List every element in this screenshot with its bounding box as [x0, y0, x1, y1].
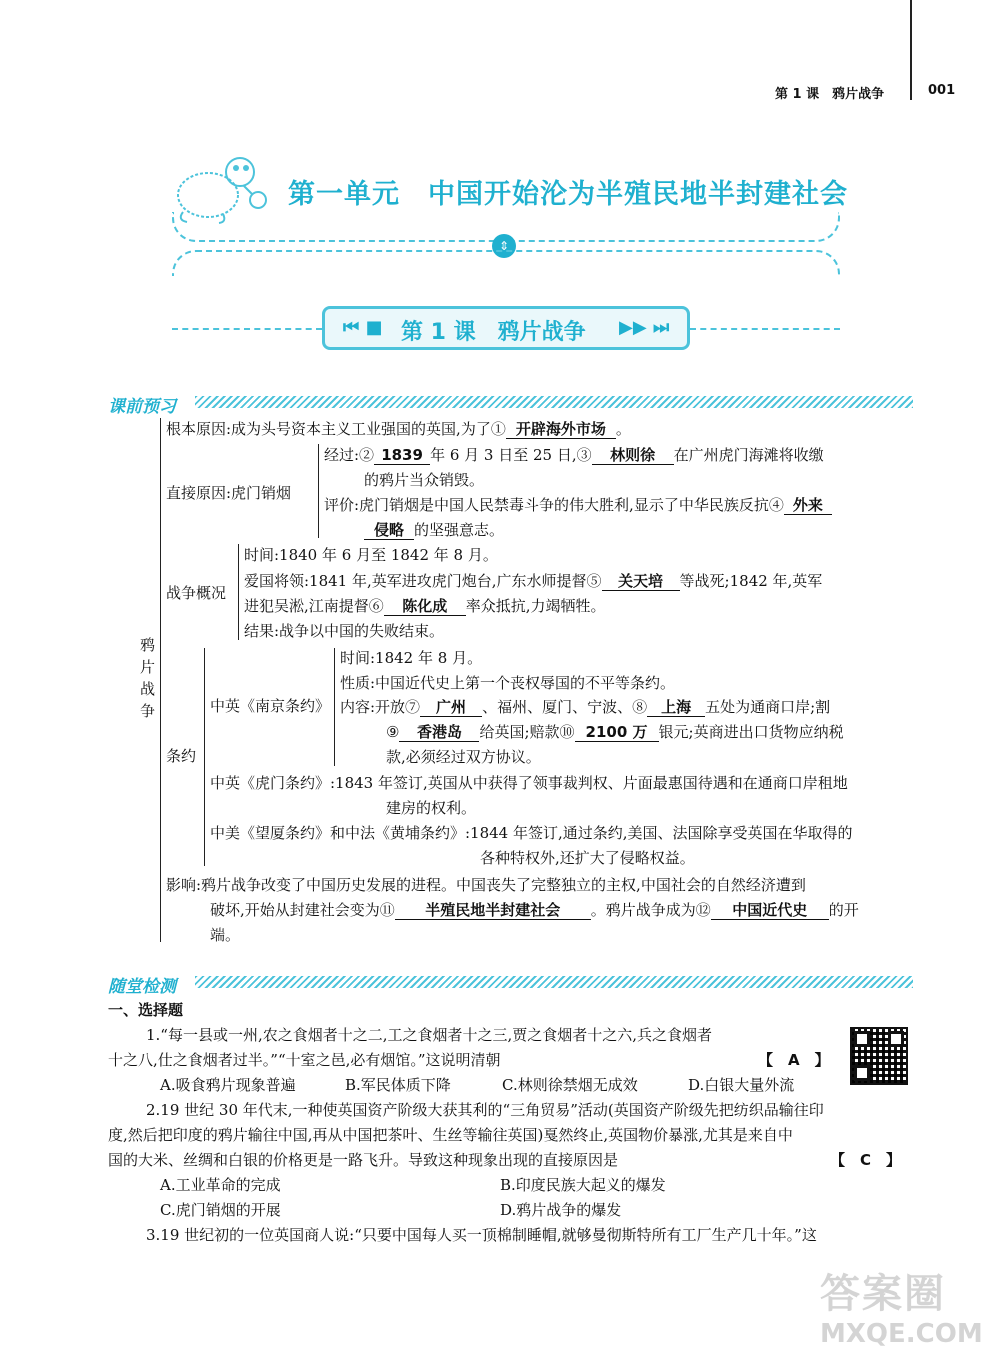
- impact-line2: 破坏,开始从封建社会变为⑪ 半殖民地半封建社会 。鸦片战争成为⑫ 中国近代史 的开: [210, 901, 859, 919]
- q1-option-a: A.吸食鸦片现象普遍: [160, 1076, 296, 1094]
- page-number: 001: [928, 83, 956, 98]
- lesson-title: 第 1 课 鸦片战争: [401, 320, 586, 345]
- q2-line1: 2.19 世纪 30 年代末,一种使英国资产阶级大获其利的“三角贸易”活动(英国资产阶级先把纺织品输往印: [146, 1101, 824, 1119]
- war-time: 时间:1840 年 6 月至 1842 年 8 月。: [244, 546, 498, 564]
- impact-line3: 端。: [210, 926, 241, 944]
- unit-divider-bottom: [172, 250, 840, 276]
- q1-line2: 十之八,仕之食烟者过半。”“十室之邑,必有烟馆。”这说明清朝: [108, 1051, 501, 1069]
- wangxia-treaty-line1: 中美《望厦条约》和中法《黄埔条约》:1844 年签订,通过条约,美国、法国除享受英国在华取得的: [210, 824, 853, 842]
- q1-option-d: D.白银大量外流: [688, 1076, 795, 1094]
- top-rule: [910, 0, 912, 100]
- unit-title: 第一单元 中国开始沦为半殖民地半封建社会: [288, 179, 848, 210]
- section-hatch-check: [195, 976, 913, 988]
- root-cause: 根本原因:成为头号资本主义工业强国的英国,为了① 开辟海外市场 。: [166, 420, 631, 438]
- q2-option-a: A.工业革命的完成: [160, 1176, 281, 1194]
- war-label: 战争概况: [166, 584, 227, 602]
- impact-line1: 影响:鸦片战争改变了中国历史发展的进程。中国丧失了完整独立的主权,中国社会的自然经济遭到: [166, 876, 806, 894]
- war-result: 结果:战争以中国的失败结束。: [244, 622, 445, 640]
- blank-5: 关天培: [602, 572, 680, 591]
- generals-line1: 爱国将领:1841 年,英军进攻虎门炮台,广东水师提督⑤ 关天培 等战死;1842 年,英军: [244, 572, 823, 590]
- main-brace: [160, 418, 161, 942]
- blank-7: 广州: [420, 698, 482, 717]
- nanjing-content-line3: 款,必须经过双方协议。: [386, 748, 541, 766]
- nanjing-nature: 性质:中国近代史上第一个丧权辱国的不平等条约。: [340, 674, 676, 692]
- blank-11: 半殖民地半封建社会: [395, 901, 591, 920]
- nanjing-brace: [334, 648, 335, 766]
- q1-option-b: B.军民体质下降: [345, 1076, 451, 1094]
- section-heading-check: 随堂检测: [108, 977, 176, 997]
- treaty-outer-brace: [204, 648, 205, 866]
- q2-option-c: C.虎门销烟的开展: [160, 1201, 281, 1219]
- lesson-rule-left: [172, 328, 322, 330]
- q2-option-b: B.印度民族大起义的爆发: [500, 1176, 666, 1194]
- q1-option-c: C.林则徐禁烟无成效: [502, 1076, 638, 1094]
- section-heading-preview: 课前预习: [108, 397, 176, 417]
- blank-3: 林则徐: [592, 446, 674, 465]
- lesson-title-box: [322, 306, 690, 350]
- rewind-icon: ⏮ ■: [343, 317, 383, 338]
- generals-line2: 进犯吴淞,江南提督⑥ 陈化成 率众抵抗,力竭牺牲。: [244, 597, 606, 615]
- qr-code-icon[interactable]: [850, 1027, 908, 1085]
- war-brace: [238, 544, 239, 640]
- q1-answer: 【 A 】: [758, 1051, 830, 1069]
- blank-4b: 侵略: [364, 521, 414, 540]
- running-header-lesson: 第 1 课 鸦片战争: [775, 87, 885, 102]
- q1-line1: 1.“每一县或一州,农之食烟者十之二,工之食烟者十之三,贾之食烟者十之六,兵之食烟者: [146, 1026, 713, 1044]
- watermark-logo: 答案圈 MXQE.COM: [820, 1271, 983, 1347]
- section-hatch-preview: [195, 396, 913, 408]
- process-line1: 经过:② 1839 年 6 月 3 日至 25 日,③ 林则徐 在广州虎门海滩将收缴: [324, 446, 824, 464]
- blank-8: 上海: [647, 698, 705, 717]
- q2-answer: 【 C 】: [830, 1151, 902, 1169]
- blank-12: 中国近代史: [711, 901, 829, 920]
- nanjing-content-line1: 内容:开放⑦ 广州 、福州、厦门、宁波、⑧ 上海 五处为通商口岸;割: [340, 698, 831, 716]
- blank-9: 香港岛: [399, 723, 479, 742]
- q2-line2: 度,然后把印度的鸦片输往中国,再从中国把茶叶、生丝等输往英国)戛然终止,英国物价暴涨,尤其是来自中: [108, 1126, 793, 1144]
- nanjing-time: 时间:1842 年 8 月。: [340, 649, 483, 667]
- forward-icon: ▶▶ ⏭: [619, 317, 670, 338]
- evaluation-line2: 侵略 的坚强意志。: [364, 521, 504, 540]
- nanjing-content-line2: ⑨ 香港岛 给英国;赔款⑩ 2100 万 银元;英商进出口货物应纳税: [386, 723, 844, 741]
- humen-treaty-line1: 中英《虎门条约》:1843 年签订,英国从中获得了领事裁判权、片面最惠国待遇和在通商口岸租地: [210, 774, 848, 792]
- q3-line1: 3.19 世纪初的一位英国商人说:“只要中国每人买一顶棉制睡帽,就够曼彻斯特所有工厂生产几十年。”这: [146, 1226, 817, 1244]
- blank-6: 陈化成: [384, 597, 466, 616]
- blank-1: 开辟海外市场: [506, 420, 616, 439]
- section-choice-title: 一、选择题: [108, 1001, 184, 1019]
- humen-treaty-line2: 建房的权利。: [386, 799, 477, 817]
- treaty-label: 条约: [166, 747, 197, 765]
- direct-cause-label: 直接原因:虎门销烟: [166, 484, 292, 502]
- expand-toggle-icon[interactable]: ⇕: [492, 234, 516, 258]
- process-line2: 的鸦片当众销毁。: [364, 471, 485, 489]
- nanjing-label: 中英《南京条约》: [210, 697, 331, 715]
- evaluation-line1: 评价:虎门销烟是中国人民禁毒斗争的伟大胜利,显示了中华民族反抗④ 外来: [324, 496, 832, 515]
- q2-option-d: D.鸦片战争的爆发: [500, 1201, 622, 1219]
- q2-line3: 国的大米、丝绸和白银的价格更是一路飞升。导致这种现象出现的直接原因是: [108, 1151, 619, 1169]
- blank-4a: 外来: [784, 496, 832, 515]
- main-label: 鸦 片 战 争: [140, 636, 156, 720]
- wangxia-treaty-line2: 各种特权外,还扩大了侵略权益。: [480, 849, 695, 867]
- blank-10: 2100 万: [575, 723, 659, 742]
- blank-2: 1839: [374, 446, 430, 465]
- direct-cause-brace: [318, 444, 319, 538]
- lesson-rule-right: [690, 328, 840, 330]
